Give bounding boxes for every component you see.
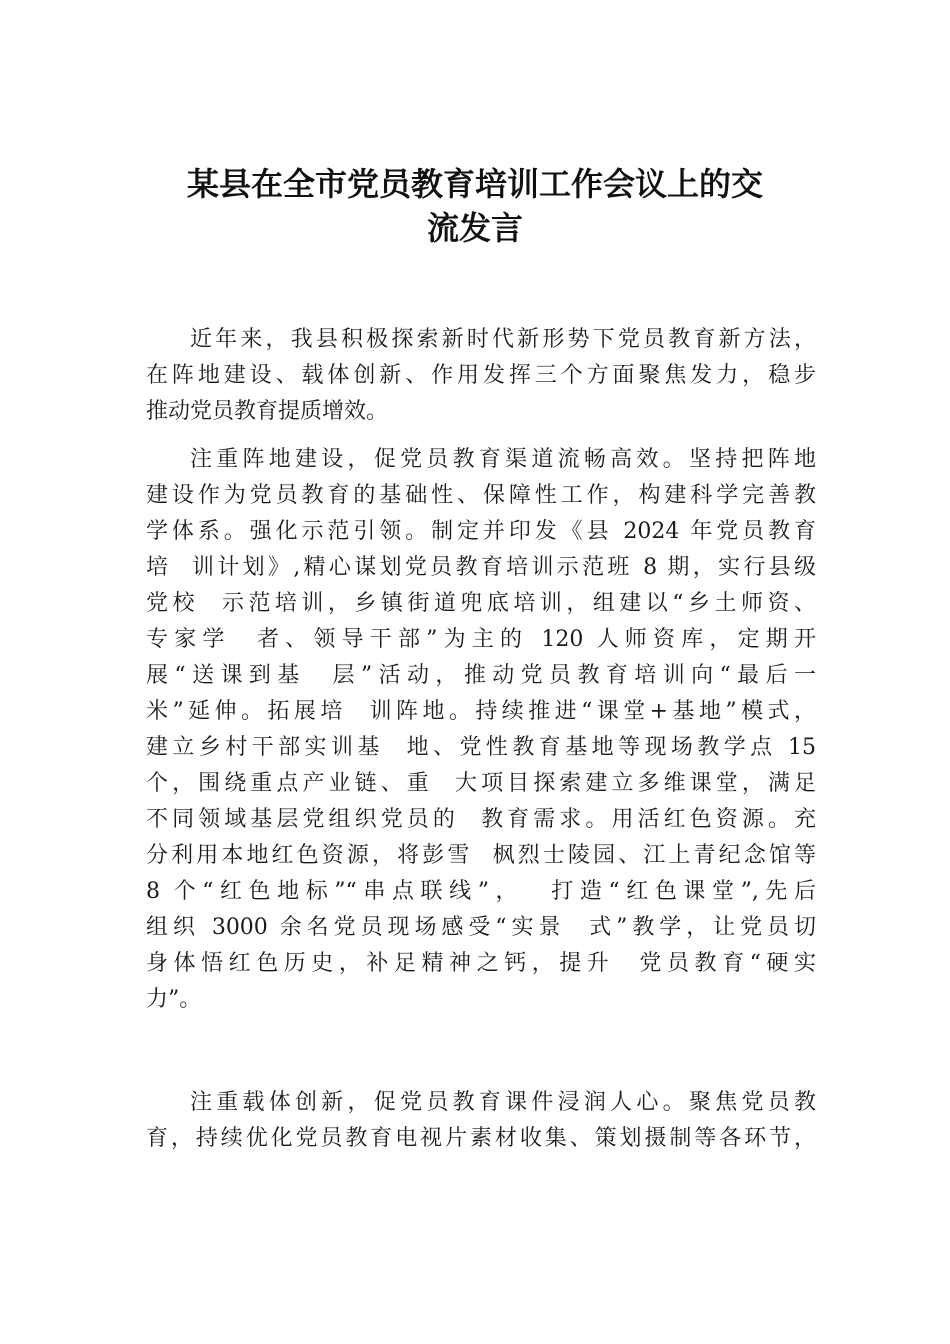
paragraph-line: 个，围绕重点产业链、重 大项目探索建立多维课堂，满足 bbox=[146, 771, 816, 796]
paragraph-line: 在阵地建设、载体创新、作用发挥三个方面聚焦发力，稳步 bbox=[146, 363, 816, 388]
paragraph-line: 组织 3000 余名党员现场感受“实景 式”教学，让党员切 bbox=[146, 915, 816, 940]
paragraph-line: 近年来，我县积极探索新时代新形势下党员教育新方法， bbox=[190, 327, 816, 352]
paragraph-line: 米”延伸。拓展培 训阵地。持续推进“课堂+基地”模式， bbox=[146, 699, 816, 724]
paragraph-line: 学体系。强化示范引领。制定并印发《县 2024 年党员教育 bbox=[146, 519, 816, 544]
paragraph-line: 8 个“红色地标”“串点联线”， 打造“红色课堂”,先后 bbox=[146, 879, 816, 904]
paragraph-line: 培 训计划》,精心谋划党员教育培训示范班 8 期，实行县级 bbox=[146, 555, 816, 580]
paragraph-line: 育，持续优化党员教育电视片素材收集、策划摄制等各环节， bbox=[146, 1126, 816, 1151]
paragraph-line: 分利用本地红色资源，将彭雪 枫烈士陵园、江上青纪念馆等 bbox=[146, 843, 816, 868]
title-line: 流发言 bbox=[426, 209, 523, 247]
title-line: 某县在全市党员教育培训工作会议上的交 bbox=[186, 165, 763, 203]
paragraph-line: 身体悟红色历史，补足精神之钙，提升 党员教育“硬实 bbox=[146, 951, 816, 976]
paragraph-position-building bbox=[146, 442, 816, 1018]
paragraph-intro bbox=[146, 322, 816, 430]
paragraph-line: 专家学 者、领导干部”为主的 120 人师资库，定期开 bbox=[146, 627, 816, 652]
paragraph-carrier-innovation bbox=[146, 1085, 816, 1157]
paragraph-line: 展“送课到基 层”活动，推动党员教育培训向“最后一 bbox=[146, 663, 816, 688]
paragraph-line: 党校 示范培训，乡镇街道兜底培训，组建以“乡土师资、 bbox=[146, 591, 816, 616]
paragraph-line: 不同领域基层党组织党员的 教育需求。用活红色资源。充 bbox=[146, 807, 816, 832]
paragraph-line: 注重阵地建设，促党员教育渠道流畅高效。坚持把阵地 bbox=[190, 447, 816, 472]
paragraph-line: 建设作为党员教育的基础性、保障性工作，构建科学完善教 bbox=[146, 483, 816, 508]
document-title bbox=[140, 162, 810, 250]
paragraph-line: 注重载体创新，促党员教育课件浸润人心。聚焦党员教 bbox=[190, 1090, 816, 1115]
paragraph-line: 力”。 bbox=[146, 987, 202, 1012]
paragraph-line: 推动党员教育提质增效。 bbox=[146, 399, 389, 424]
paragraph-line: 建立乡村干部实训基 地、党性教育基地等现场教学点 15 bbox=[146, 735, 816, 760]
